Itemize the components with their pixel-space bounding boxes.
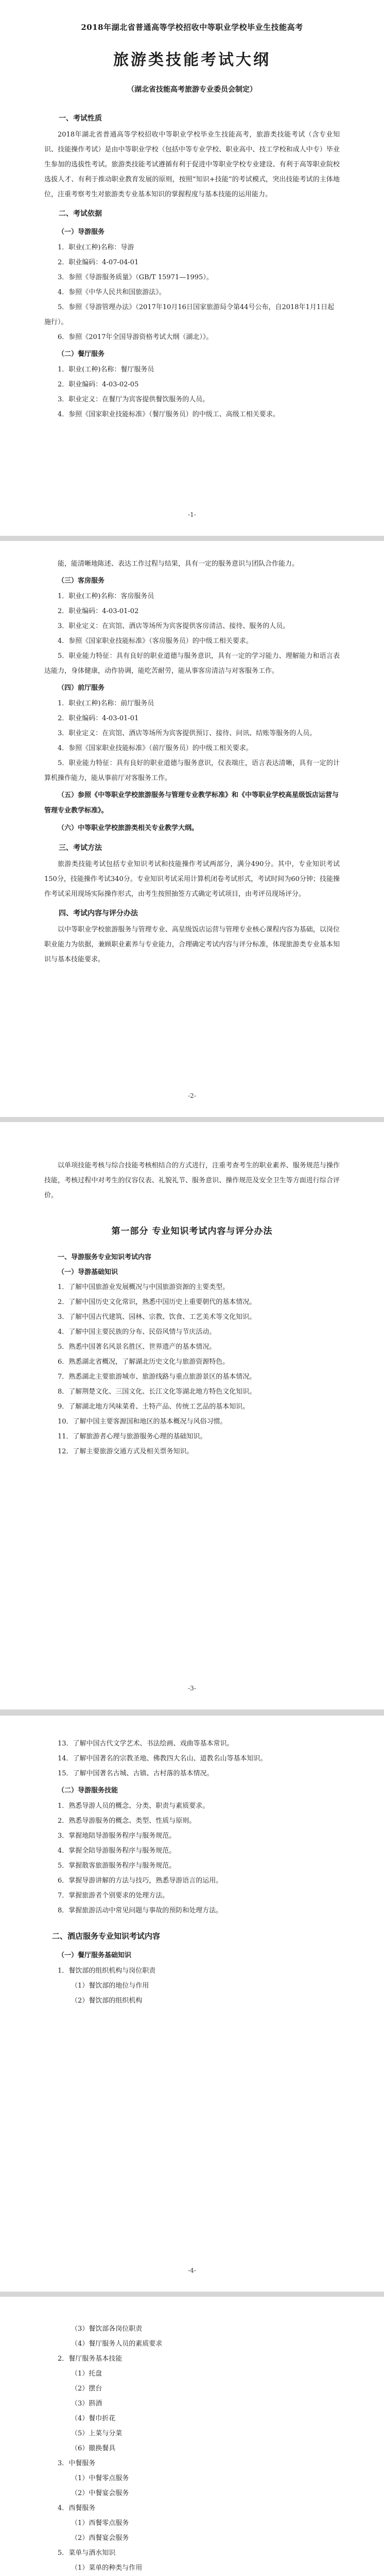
list-item: 2．餐厅服务基本技能 [58, 2355, 123, 2363]
list-item: 7．掌握旅游者个别要求的处理方法。 [58, 1892, 169, 1900]
list-item: 3．职业定义：在宾馆、酒店等场所为宾客提供客房清洁、接待、服务的人员。 [58, 622, 290, 630]
document-page-1 [0, 0, 384, 536]
page-number: -2- [188, 1092, 196, 1099]
list-item: 4．参照《国家职业技能标准》（客房服务员）的中级工相关要求。 [58, 637, 253, 645]
module-heading: 二、酒店服务专业知识考试内容 [52, 1931, 161, 1941]
section-heading: 二、考试依据 [59, 210, 102, 218]
list-item: 1．餐饮部的组织机构与岗位职责 [58, 1967, 156, 1975]
subsection-heading: （三）客房服务 [58, 577, 105, 585]
list-item: 4．参照《国家职业技能标准》（餐厅服务员）的中级工、高级工相关要求。 [58, 411, 280, 418]
list-item: 3．职业定义：在餐厅为宾客提供餐饮服务的人员。 [58, 396, 210, 403]
list-item: 11．了解旅游者心理与旅游服务心理的基础知识。 [58, 1433, 207, 1440]
paragraph: 以中等职业学校旅游服务与管理专业、高星级饭店运营与管理专业核心课程内容为基础，以岗位职业能力为依据，兼顾职业素养与专业能力，合理确定考试内容与评分标准，体现旅游类专业基本知识与基本技能要求。 [44, 926, 340, 963]
list-item: 3．参照《导游服务质量》（GB/T 15971—1995）。 [58, 274, 213, 281]
list-item: （1）托盘 [71, 2370, 102, 2378]
document-header-title: 2018年湖北省普通高等学校招收中等职业学校毕业生技能高考 [81, 23, 303, 32]
document-page-3 [0, 1122, 384, 1709]
document-main-title: 旅游类技能考试大纲 [113, 51, 271, 69]
page-number: -3- [188, 1685, 196, 1692]
list-item: 3．中餐服务 [58, 2460, 96, 2467]
part-title: 第一部分 专业知识考试内容与评分办法 [111, 1226, 273, 1236]
list-item: 5．参照《导游管理办法》（2017年10月16日国家旅游局令第44号公布，自2018年1月1日起施行）。 [44, 303, 335, 326]
list-item: 9．了解湖北地方风味菜肴、土特产品、传统工艺品的基本知识。 [58, 1403, 250, 1411]
list-item: 1．了解中国旅游业发展概况与中国旅游资源的主要类型。 [58, 1283, 230, 1291]
list-item: （1）菜单的种类与作用 [71, 2564, 143, 2572]
section-heading: 四、考试内容与评分办法 [59, 909, 138, 918]
subsection-heading: （一）导游基础知识 [58, 1268, 118, 1276]
list-item: 5．掌握散客旅游服务程序与服务规范。 [58, 1862, 176, 1870]
list-item: （2）西餐宴会服务 [71, 2534, 129, 2542]
subsection-heading: （二）导游服务技能 [58, 1787, 118, 1794]
list-item: 12．了解主要旅游交通方式及相关票务知识。 [58, 1448, 194, 1455]
list-item: （4）餐巾折花 [71, 2415, 116, 2422]
list-item: 1．职业(工种)名称：前厅服务员 [58, 700, 154, 707]
list-item: 2．熟悉导游服务的概念、类型、性质与原则。 [58, 1817, 196, 1825]
list-item: 2．职业编码：4-03-02-05 [58, 381, 139, 388]
list-item: 8．了解荆楚文化、三国文化、长江文化等湖北地方特色文化知识。 [58, 1388, 256, 1396]
list-item: 3．掌握地陪导游服务程序与服务规范。 [58, 1832, 176, 1840]
list-item: 1．熟悉导游人员的概念、分类、职责与素质要求。 [58, 1802, 210, 1810]
list-item: 1．职业(工种)名称：餐厅服务员 [58, 366, 154, 374]
list-item: 5．菜单与酒水知识 [58, 2549, 116, 2557]
list-item: （1）西餐零点服务 [71, 2519, 129, 2527]
page-number: -1- [188, 511, 196, 518]
section-heading: 三、考试方法 [59, 844, 102, 852]
document-page-5 [0, 2297, 384, 2576]
list-item: 4．掌握全陪导游服务程序与服务规范。 [58, 1847, 176, 1855]
list-item: 8．掌握旅游活动中常见问题与事故的预防和处理方法。 [58, 1907, 223, 1914]
list-item: 5．熟悉中国著名风景名胜区、世界遗产的基本情况。 [58, 1343, 216, 1351]
list-item: 2．了解中国历史文化常识，熟悉中国历史上重要朝代的基本情况。 [58, 1298, 256, 1306]
list-item: （3）斟酒 [71, 2400, 102, 2408]
subsection-heading: （六）中等职业学校旅游类相关专业教学大纲。 [58, 824, 199, 832]
list-item: （4）餐厅服务人员的素质要求 [71, 2340, 163, 2348]
list-item: （2）中餐宴会服务 [71, 2489, 129, 2497]
list-item: （3）餐饮部各岗位职责 [71, 2325, 143, 2333]
subsection-heading: （一）导游服务 [58, 228, 105, 236]
paragraph: 以单项技能考核与综合技能考核相结合的方式进行，注重考查考生的职业素养、服务规范与操作技能，考核过程中对考生的仪容仪表、礼貌礼节、服务意识、操作规范及安全卫生等方面进行综合评价。 [44, 1162, 340, 1199]
list-item: 2．职业编码：4-03-01-02 [58, 607, 139, 615]
list-item: 15．了解中国著名古城、古镇、古村落的基本情况。 [58, 1770, 214, 1777]
paragraph: 5．职业能力特征：具有良好的职业道德与服务意识，具有一定的学习能力、理解能力和语言表达能力，身体健康，动作协调，能吃苦耐劳，能从事客房清洁与对客服务工作。 [44, 652, 340, 675]
paragraph: 能，能清晰地陈述、表达工作过程与结果，具有一定的服务意识与团队合作能力。 [58, 560, 299, 568]
list-item: 13．了解中国古代文学艺术、书法绘画、戏曲等基本常识。 [58, 1740, 234, 1748]
list-item: 3．职业定义：在宾馆、酒店等场所为宾客提供预订、接待、问讯、结账等服务的人员。 [58, 730, 317, 737]
list-item: 14．了解中国著名的宗教圣地、佛教四大名山、道教名山等基本知识。 [58, 1755, 267, 1762]
list-item: 4．参照《中华人民共和国旅游法》。 [58, 289, 166, 296]
list-item: （2）摆台 [71, 2385, 102, 2393]
list-item: 3．了解中国古代建筑、园林、宗教、饮食、工艺美术等文化知识。 [58, 1313, 256, 1321]
document-page-4 [0, 1716, 384, 2292]
subsection-heading: （五）参照《中等职业学校旅游服务与管理专业教学标准》和《中等职业学校高星级饭店运营与管理专业教学标准》。 [44, 791, 339, 815]
list-item: （6）撤换餐具 [71, 2445, 116, 2452]
subsection-heading: （一）餐厅服务基础知识 [58, 1952, 132, 1959]
section-heading: 一、考试性质 [59, 114, 102, 123]
list-item: 6．参照《2017年全国导游资格考试大纲（湖北）》。 [58, 333, 213, 341]
list-item: 1．职业(工种)名称：导游 [58, 244, 134, 251]
list-item: 1．职业(工种)名称：客房服务员 [58, 592, 154, 600]
list-item: 2．职业编码：4-07-04-01 [58, 259, 139, 266]
list-item: 4．了解中国主要民族的分布、民俗风情与节庆活动。 [58, 1328, 216, 1336]
list-item: 4．参照《国家职业技能标准》（前厅服务员）的中级工相关要求。 [58, 744, 253, 752]
list-item: 7．熟悉湖北主要旅游城市、旅游线路与重点旅游景区的基本情况。 [58, 1373, 256, 1381]
document-subtitle: （湖北省技能高考旅游专业委员会制定） [127, 86, 257, 94]
page-number: -4- [188, 2267, 196, 2274]
paragraph: 5．职业能力特征：具有良好的职业道德与服务意识，仪表端庄，语言表达清晰，具有一定的计算机操作能力，能从事前厅对客服务工作。 [44, 759, 340, 782]
paragraph: 旅游类技能考试包括专业知识考试和技能操作考试两部分，满分490分。其中，专业知识考试150分，技能操作考试340分。专业知识考试采用计算机闭卷考试形式，考试时间为60分钟；技能操作考试采用现场实际操作形式，由考生按照抽签方式确定考试项目，由考评员现场评分。 [44, 860, 340, 898]
list-item: 6．掌握导游讲解的方法与技巧，熟悉导游语言的运用。 [58, 1877, 223, 1885]
list-item: 2．职业编码：4-03-01-01 [58, 715, 139, 722]
subsection-heading: （二）餐厅服务 [58, 350, 105, 358]
module-heading: 一、导游服务专业知识考试内容 [58, 1253, 152, 1261]
list-item: （2）餐饮部的组织机构 [71, 1997, 143, 2005]
paragraph: 2018年湖北省普通高等学校招收中等职业学校毕业生技能高考，旅游类技能考试（含专业知识、技能操作考试）是由中等职业学校（包括中等专业学校、职业高中、技工学校和成人中专）毕业生参加的选拔性考试。旅游类技能考试遵循有利于促进中等职业学校专业建设、有利于高等职业院校选拔人才、有利于推动职业教育发展的原则，按照“知识+技能”的考试模式，突出技能考试的主体地位，注重考察考生对旅游类专业基本知识的掌握程度与基本技能的运用能力。 [44, 131, 340, 198]
list-item: （5）上菜与分菜 [71, 2430, 123, 2437]
subsection-heading: （四）前厅服务 [58, 684, 105, 692]
list-item: （1）中餐零点服务 [71, 2475, 129, 2482]
list-item: 10．了解中国主要客源国和地区的基本概况与风俗习惯。 [58, 1418, 227, 1426]
document-page-2 [0, 541, 384, 1117]
list-item: （1）餐饮部的地位与作用 [71, 1982, 149, 1990]
list-item: 4．西餐服务 [58, 2504, 96, 2512]
list-item: 6．熟悉湖北省概况，了解湖北历史文化与旅游资源特色。 [58, 1358, 230, 1366]
